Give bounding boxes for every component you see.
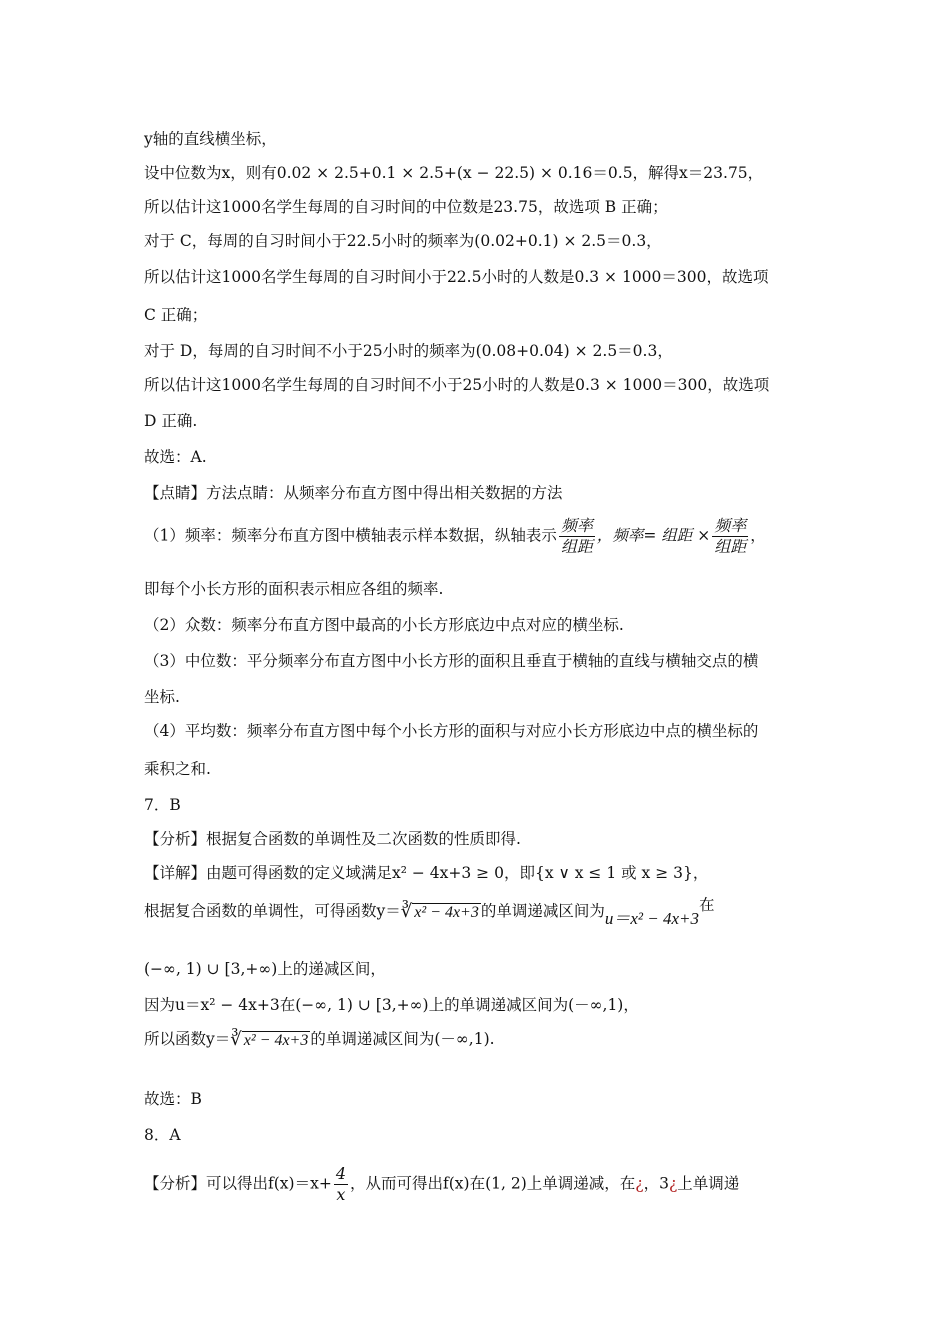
fraction-numerator: 频率: [560, 516, 593, 535]
math-expression: u＝x² − 4x+3: [604, 909, 699, 928]
garbled-glyph: ¿: [635, 1174, 644, 1193]
text-segment: 所以函数y＝: [144, 1030, 231, 1048]
question-number: 7．B: [144, 796, 181, 814]
root-sign-icon: ∛: [400, 900, 413, 922]
text-line: 因为u＝x² − 4x+3在(−∞, 1) ∪ [3,+∞)上的单调递减区间为(－∞,1)，: [144, 996, 639, 1014]
text-segment: 的单调递减区间为: [480, 902, 605, 920]
fraction: [559, 516, 595, 557]
text-segment: （1）频率：频率分布直方图中横轴表示样本数据，纵轴表示: [144, 526, 557, 545]
root-sign-icon: ∛: [230, 1028, 242, 1050]
text-segment: 上单调递: [677, 1174, 740, 1193]
text-line: C 正确；: [144, 306, 208, 324]
text-line-fraction: [144, 516, 766, 557]
fraction-numerator: 频率: [714, 516, 747, 535]
text-line: y轴的直线横坐标，: [144, 130, 277, 148]
radicand: x² − 4x+3: [243, 1031, 309, 1049]
garbled-glyph: ¿: [668, 1174, 678, 1193]
text-segment: ，: [750, 526, 766, 545]
text-line: （3）中位数：平分频率分布直方图中小长方形的面积且垂直于横轴的直线与横轴交点的横: [144, 652, 759, 670]
text-line: 坐标.: [144, 688, 180, 706]
text-line: 所以估计这1000名学生每周的自习时间不小于25小时的人数是0.3 × 1000＝300，故选项: [144, 376, 770, 394]
text-line-fraction: [144, 1164, 739, 1205]
text-segment: ，3: [643, 1174, 669, 1193]
text-line: 所以估计这1000名学生每周的自习时间小于22.5小时的人数是0.3 × 1000＝300，故选项: [144, 268, 769, 286]
fraction: [712, 516, 748, 557]
text-line: 设中位数为x，则有0.02 × 2.5+0.1 × 2.5+(x − 22.5) × 0.16＝0.5，解得x＝23.75，: [144, 164, 764, 182]
note-heading: 【点睛】方法点睛：从频率分布直方图中得出相关数据的方法: [144, 484, 563, 502]
text-line: 对于 C，每周的自习时间小于22.5小时的频率为(0.02+0.1) × 2.5＝0.3，: [144, 232, 662, 250]
text-line: 所以估计这1000名学生每周的自习时间的中位数是23.75，故选项 B 正确；: [144, 198, 668, 216]
fraction-denominator: 组距: [714, 537, 747, 556]
text-line: 对于 D，每周的自习时间不小于25小时的频率为(0.08+0.04) × 2.5＝0.3，: [144, 342, 673, 360]
text-segment: ，从而可得出f(x)在(1, 2)上单调递减，在: [350, 1174, 636, 1193]
fraction-numerator: 4: [335, 1164, 346, 1183]
text-segment: 的单调递减区间为(－∞,1).: [310, 1030, 495, 1048]
text-line: 【详解】由题可得函数的定义域满足x² − 4x+3 ≥ 0，即{x ∨ x ≤ 1 或 x ≥ 3}，: [144, 864, 709, 882]
text-segment: ，频率= 组距 ×: [596, 526, 711, 545]
text-line: D 正确.: [144, 412, 198, 430]
text-line: 故选：A.: [144, 448, 207, 466]
fraction-denominator: x: [336, 1185, 346, 1204]
text-segment: 【分析】可以得出f(x)＝x+: [144, 1174, 332, 1193]
radicand: x² − 4x+3: [414, 903, 479, 921]
text-line: 乘积之和.: [144, 760, 211, 778]
text-line-root: [144, 896, 715, 928]
text-line: （2）众数：频率分布直方图中最高的小长方形底边中点对应的横坐标.: [144, 616, 624, 634]
text-line: 即每个小长方形的面积表示相应各组的频率.: [144, 580, 444, 598]
text-line-root: [144, 1028, 495, 1052]
text-line: (−∞, 1) ∪ [3,+∞)上的递减区间，: [144, 960, 386, 978]
cube-root: [401, 901, 481, 924]
text-segment: 在: [699, 896, 715, 914]
fraction-denominator: 组距: [560, 537, 593, 556]
text-line: 【分析】根据复合函数的单调性及二次函数的性质即得.: [144, 830, 521, 848]
text-line: 故选：B: [144, 1090, 202, 1108]
text-segment: 根据复合函数的单调性，可得函数y＝: [144, 902, 401, 920]
text-line: （4）平均数：频率分布直方图中每个小长方形的面积与对应小长方形底边中点的横坐标的: [144, 722, 759, 740]
question-number: 8．A: [144, 1126, 181, 1144]
cube-root: [230, 1029, 310, 1052]
fraction: [334, 1164, 348, 1205]
